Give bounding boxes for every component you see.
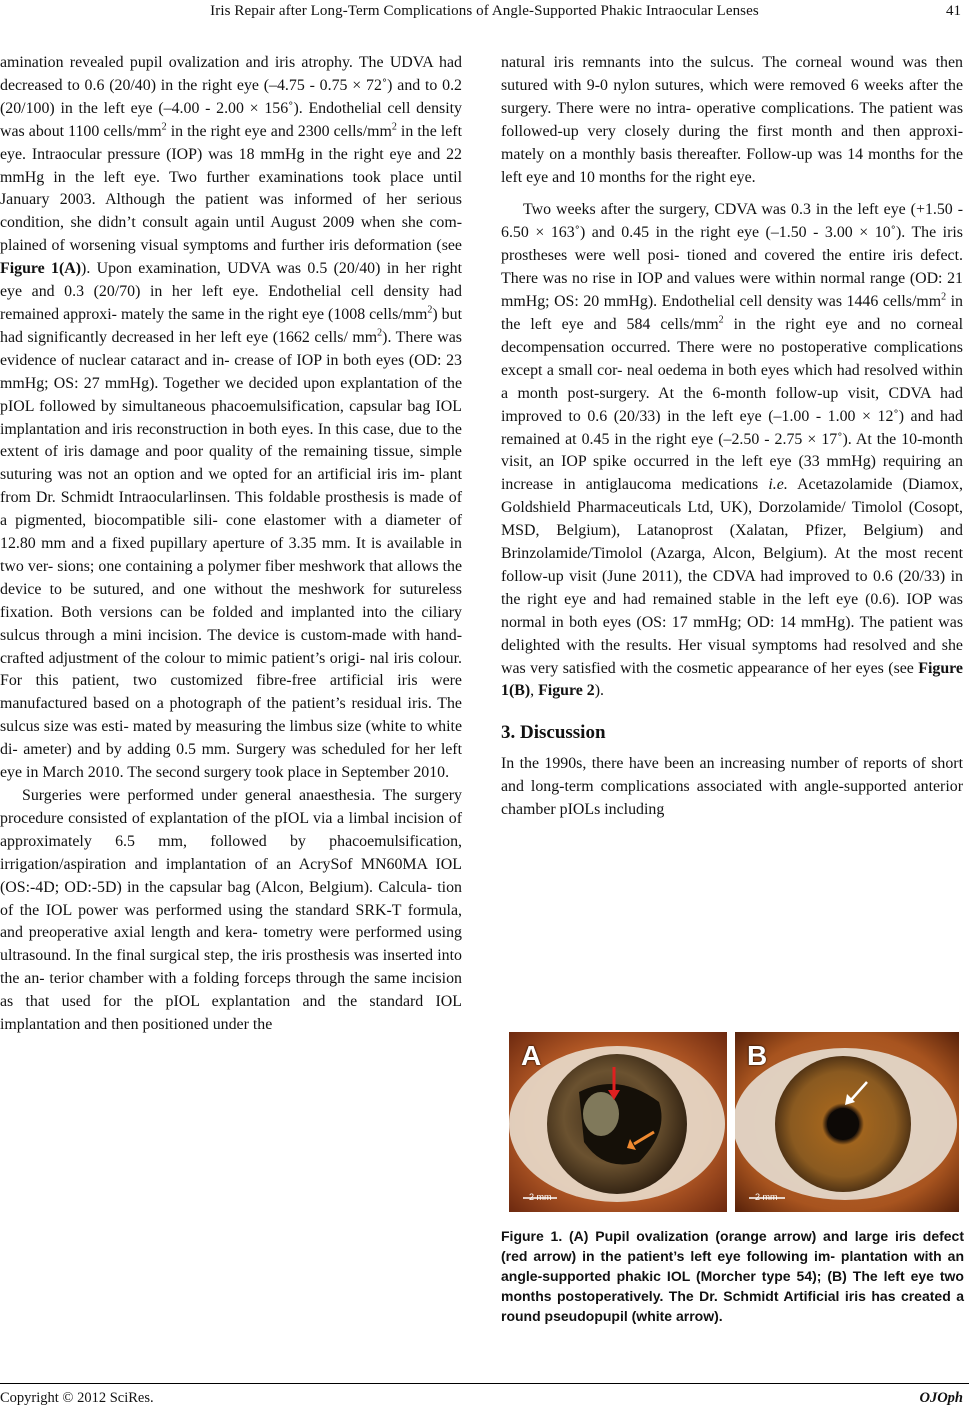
text-run: ) but had significantly decreased in her left eye (1662 cells/ mm: [0, 305, 462, 346]
superscript: 2: [718, 314, 724, 326]
scale-label-b: 2 mm: [755, 1192, 778, 1202]
superscript: 2: [161, 121, 167, 133]
text-run: Two weeks after the surgery, CDVA was 0.3 in the left eye (+1.50 - 6.50 × 163˚) and 0.45 in the right eye (–1.50 - 3.00 × 10˚). The iris prostheses were well posi- tioned and covered the entire iris defect. There was no rise in IOP and values were within normal range (OD: 21 mmHg; OS: 20 mmHg). Endothelial cell density was 1446 cells/mm: [501, 201, 963, 311]
footer-divider: [0, 1383, 969, 1384]
eye-photo-a: [509, 1032, 727, 1212]
panel-label-b: B: [747, 1040, 768, 1071]
page-number: 41: [946, 3, 961, 19]
eye-photo-b: [735, 1032, 959, 1212]
panel-label-a: A: [521, 1040, 542, 1071]
superscript: 2: [427, 304, 433, 316]
section-heading: 3. Discussion: [501, 722, 606, 744]
text-run: in the right eye and 2300 cells/mm: [166, 122, 392, 140]
figure-panel-a: [509, 1032, 727, 1212]
text-run: ). There was evidence of nuclear cataract and in- crease of IOP in both eyes (OD: 23 mmHg; OS: 27 mmHg). Together we decided upon explantation of the pIOL followed by simultaneous phacoemulsification, capsular bag IOL implantation and iris reconstruction in both eyes. In this case, due to the extent of iris damage and poor quality of the remaining tissue, simple suturing was not an option and we opted for an artificial iris im- plant from Dr. Schmidt Intraocularlinsen. This foldable prosthesis is made of a pigmented, biocompatible sili- cone elastomer with a diameter of 12.80 mm and a fixed pupillary aperture of 3.35 mm. It is available in two ver- sions; one containing a polymer fiber meshwork that allows the device to be sutured, and one without the meshwork for sutureless fixation. Both versions can be folded and implanted into the ciliary sulcus through a mini incision. The device is custom-made with hand- crafted adjustment of the colour to mimic patient’s origi- nal iris colour. For this patient, two customized fibre-free artificial iris were manufactured based on a photograph of the patient’s residual iris. The sulcus size was esti- mated by measuring the limbus size (white to white di- ameter) and by adding 0.5 mm. Surgery was scheduled for her left eye in March 2010. The second surgery took place in September 2010.: [0, 328, 462, 782]
scale-label-a: 2 mm: [529, 1192, 552, 1202]
right-paragraph-3: In the 1990s, there have been an increasing number of reports of short and long-term complications associated with angle-supported anterior chamber pIOLs including: [501, 755, 963, 819]
text-run: ,: [530, 682, 539, 700]
italic-abbreviation: i.e.: [768, 476, 788, 494]
text-run: in the right eye and no corneal decompensation occurred. There were no postoperative complications except a small cor- neal oedema in both eyes which had resolved within a month post-surgery. At the 6-month follow-up visit, CDVA had improved to 0.6 (20/33) in the left eye (–1.00 - 1.00 × 12˚) and had remained at 0.45 in the right eye (–2.50 - 2.75 × 17˚). At the 10-month visit, an IOP spike occurred in the left eye (33 mmHg) requiring an increase in antiglaucoma medications: [501, 315, 963, 494]
right-paragraph-1: natural iris remnants into the sulcus. The corneal wound was then sutured with 9-0 nylon sutures, which were removed 6 weeks after the surgery. There were no intra- operative complications. The patient was followed-up very closely during the first month and then approxi- mately on a monthly basis thereafter. Follow-up was 14 months for the left eye and 10 months for the right eye.: [501, 54, 963, 186]
copyright-notice: Copyright © 2012 SciRes.: [0, 1390, 154, 1406]
running-header: Iris Repair after Long-Term Complications of Angle-Supported Phakic Intraocular Lenses: [210, 3, 759, 19]
superscript: 2: [377, 327, 383, 339]
text-run: in the left eye. Intraocular pressure (IOP) was 18 mmHg in the right eye and 22 mmHg in the left eye. Two further examinations took place until January 2003. Although the patient was informed of her serious condition, she didn’t consult again until August 2009 when she com- plained of worsening visual symptoms and further iris deformation (see: [0, 122, 462, 255]
text-run: amination revealed pupil ovalization and iris atrophy. The UDVA had decreased to 0.6 (20/40) in the right eye (–4.75 - 0.75 × 72˚) and to 0.2 (20/100) in the left eye (–4.00 - 2.00 × 156˚). Endothelial cell density was about 1100 cells/mm: [0, 54, 462, 140]
text-run: ).: [594, 682, 605, 700]
text-run: Acetazolamide (Diamox, Goldshield Pharmaceuticals Ltd, UK), Dorzolamide/ Timolol (Cosopt, MSD, Belgium), Latanoprost (Xalatan, Pfizer, Belgium) and Brinzolamide/Timolol (Azarga, Alcon, Belgium). At the most recent follow-up visit (June 2011), the CDVA had improved to 0.6 (20/33) in the right eye and had remained stable in the left eye (0.6). IOP was normal in both eyes (OS: 17 mmHg; OD: 14 mmHg). The patient was delighted with the results. Her visual symptoms had resolved and she was very satisfied with the cosmetic appearance of her eyes (see: [501, 476, 963, 677]
left-column: [0, 52, 462, 1037]
figure-reference[interactable]: Figure 1(A): [0, 260, 82, 278]
left-paragraph-2: Surgeries were performed under general anaesthesia. The surgery procedure consisted of explantation of the pIOL via a limbal incision of approximately 6.5 mm, followed by phacoemulsification, irrigation/aspiration and implantation of an AcrySof MN60MA IOL (OS:-4D; OD:-5D) in the capsular bag (Alcon, Belgium). Calcula- tion of the IOL power was performed using the standard SRK-T formula, and preoperative axial length and kera- tometry were performed using ultrasound. In the final surgical step, the iris prosthesis was inserted into the an- terior chamber with a folding forceps through the same incision as that used for the pIOL explantation and the standard IOL implantation and then positioned under the: [0, 787, 462, 1034]
text-run: in the left eye and 584 cells/mm: [501, 293, 963, 333]
figure-caption: Figure 1. (A) Pupil ovalization (orange arrow) and large iris defect (red arrow) in the patient’s left eye following im- plantation with an angle-supported phakic IOL (Morcher type 54); (B) The left eye two months postoperatively. The Dr. Schmidt Artificial iris has created a round pseudopupil (white arrow).: [501, 1228, 964, 1324]
right-column: [501, 52, 963, 822]
journal-abbreviation: OJOph: [919, 1390, 963, 1406]
figure-reference[interactable]: Figure 2: [538, 682, 595, 700]
figure-1: [509, 1032, 959, 1212]
figure-reference[interactable]: Figure 1(B): [501, 659, 963, 700]
superscript: 2: [941, 291, 947, 303]
text-run: ). Upon examination, UDVA was 0.5 (20/40) in her right eye and 0.3 (20/70) in her left eye. Endothelial cell density had remained approxi- mately the same in the right eye (1008 cells/mm: [0, 260, 462, 323]
right-paragraph-2: [501, 199, 963, 703]
left-paragraph-1: [0, 52, 462, 785]
superscript: 2: [391, 121, 397, 133]
figure-panel-b: [735, 1032, 959, 1212]
